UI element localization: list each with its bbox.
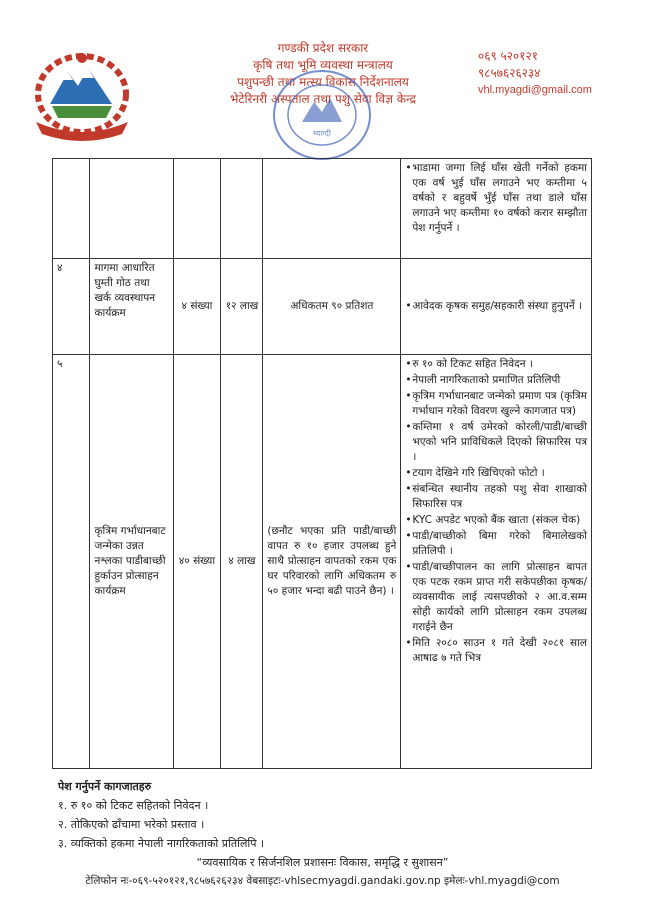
province-government: गण्डकी प्रदेश सरकार xyxy=(277,41,369,55)
nepal-emblem-icon xyxy=(22,42,142,142)
center-name: भेटेरिनरी अस्पताल तथा पशु सेवा विज्ञ केन्द्र xyxy=(229,92,417,106)
table-row xyxy=(53,355,592,769)
table-row xyxy=(53,259,592,355)
row-conditions xyxy=(401,355,592,769)
contact-block xyxy=(478,48,633,99)
required-documents-title: पेश गर्नुपर्ने कागजातहरु xyxy=(58,780,152,793)
list-item: • रु १० को टिकट सहित निवेदन । xyxy=(405,357,587,372)
row-program: मागमा आधारित घुम्ती गोठ तथा खर्क व्यवस्थापन कार्यक्रम xyxy=(90,259,173,355)
table-row xyxy=(53,159,592,259)
list-item: • भाडामा जग्गा लिई घाँस खेती गर्नेको हकमा एक वर्ष भुई घाँस लगाउने भए कम्तीमा ५ वर्षको र बहुवर्षे भुँई घाँस तथा डाले घाँस लगाउने भए कम्तीमा १० वर्षको करार सम्झौता पेश गर्नुपर्ने । xyxy=(405,161,587,236)
list-item: • आवेदक कृषक समुह/सहकारी संस्था हुनुपर्ने । xyxy=(405,299,587,314)
row-grant: अधिकतम ९० प्रतिशत xyxy=(263,259,401,355)
list-item: २. तोकिएको ढाँचामा भरेको प्रस्ताव । xyxy=(58,818,205,831)
list-item: ३. व्यक्तिको हकमा नेपाली नागरिकताको प्रतिलिपि । xyxy=(58,837,265,850)
row-qty xyxy=(173,159,221,259)
list-item: • संबन्धित स्थानीय तहको पशु सेवा शाखाको सिफारिस पत्र xyxy=(405,482,587,512)
phone-1: ०६९ ५२०१२१ xyxy=(478,49,538,63)
slogan: “व्यवसायिक र सिर्जनशिल प्रशासनः विकास, समृद्धि र सुशासन” xyxy=(196,856,449,869)
phone-2: ९८५७६२६२३४ xyxy=(478,66,541,80)
ministry-name: कृषि तथा भूमि व्यवस्था मन्त्रालय xyxy=(253,58,393,72)
list-item: • कम्तिमा १ वर्ष उमेरको कोरली/पाडी/बाच्छी भएको भनि प्राविधिकले दिएको सिफारिस पत्र । xyxy=(405,420,587,465)
list-item: • KYC अपडेट भएको बैंक खाता (संकल चेक) xyxy=(405,513,587,528)
list-item: १. रु १० को टिकट सहितको निवेदन । xyxy=(58,799,209,812)
program-table xyxy=(52,158,592,769)
email-address[interactable]: vhl.myagdi@gmail.com xyxy=(478,84,592,96)
list-item: • मिति २०८० साउन १ गते देखी २०८१ साल आषाढ ७ गते भित्र xyxy=(405,636,587,666)
row-program: कृत्रिम गर्भाधानबाट जन्मेका उन्नत नश्लका पाडीबाच्छी हुर्काउन प्रोत्साहन कार्यक्रम xyxy=(90,355,173,769)
list-item: • पाडी/बाच्छीको बिमा गरेको बिमालेखको प्रतिलिपी । xyxy=(405,529,587,559)
row-conditions xyxy=(401,259,592,355)
row-amount: ४ लाख xyxy=(221,355,263,769)
letterhead xyxy=(0,0,645,150)
directorate-name: पशुपन्छी तथा मत्स्य विकास निर्देशनालय xyxy=(237,75,409,89)
row-program xyxy=(90,159,173,259)
row-grant xyxy=(263,159,401,259)
row-conditions xyxy=(401,159,592,259)
list-item: • टयाग देखिने गरि खिचिएको फोटो । xyxy=(405,466,587,481)
row-sn: ४ xyxy=(53,259,90,355)
row-qty: ४० संख्या xyxy=(173,355,221,769)
required-documents xyxy=(58,777,618,853)
row-sn xyxy=(53,159,90,259)
office-seal-stamp xyxy=(262,60,382,170)
list-item: • कृत्रिम गर्भाधानबाट जन्मेको प्रमाण पत्र (कृत्रिम गर्भाधान गरेको विवरण खुल्ने कागजात पत्र) xyxy=(405,389,587,419)
row-amount: १२ लाख xyxy=(221,259,263,355)
list-item: • नेपाली नागरिकताको प्रमाणित प्रतिलिपी xyxy=(405,373,587,388)
row-qty: ४ संख्या xyxy=(173,259,221,355)
footer-contact: टेलिफोन नः-०६९-५२०१२१,९८५७६२६२३४ वेबसाइटः-vhlsecmyagdi.gandaki.gov.np इमेलः-vhl.myagdi@com xyxy=(85,875,560,887)
row-sn: ५ xyxy=(53,355,90,769)
row-grant: (छनौट भएका प्रति पाडी/बाच्छी वापत रु १० हजार उपलब्ध हुने साथै प्रोत्साहन वापतको रकम एक घर परिवारको लागि अधिकतम रु ५० हजार भन्दा बढी पाउने छैन) । xyxy=(263,355,401,769)
row-amount xyxy=(221,159,263,259)
svg-text:म्याग्दी: म्याग्दी xyxy=(313,129,331,138)
list-item: • पाडी/बाच्छीपालन का लागि प्रोत्साहन बापत एक पटक रकम प्राप्त गरी सकेपछीका कृषक/व्यवसायीक लाई त्यसपछीको २ आ.व.सम्म सोही कार्यको लागि प्रोत्साहन रकम उपलब्ध गराईने छैन xyxy=(405,560,587,635)
